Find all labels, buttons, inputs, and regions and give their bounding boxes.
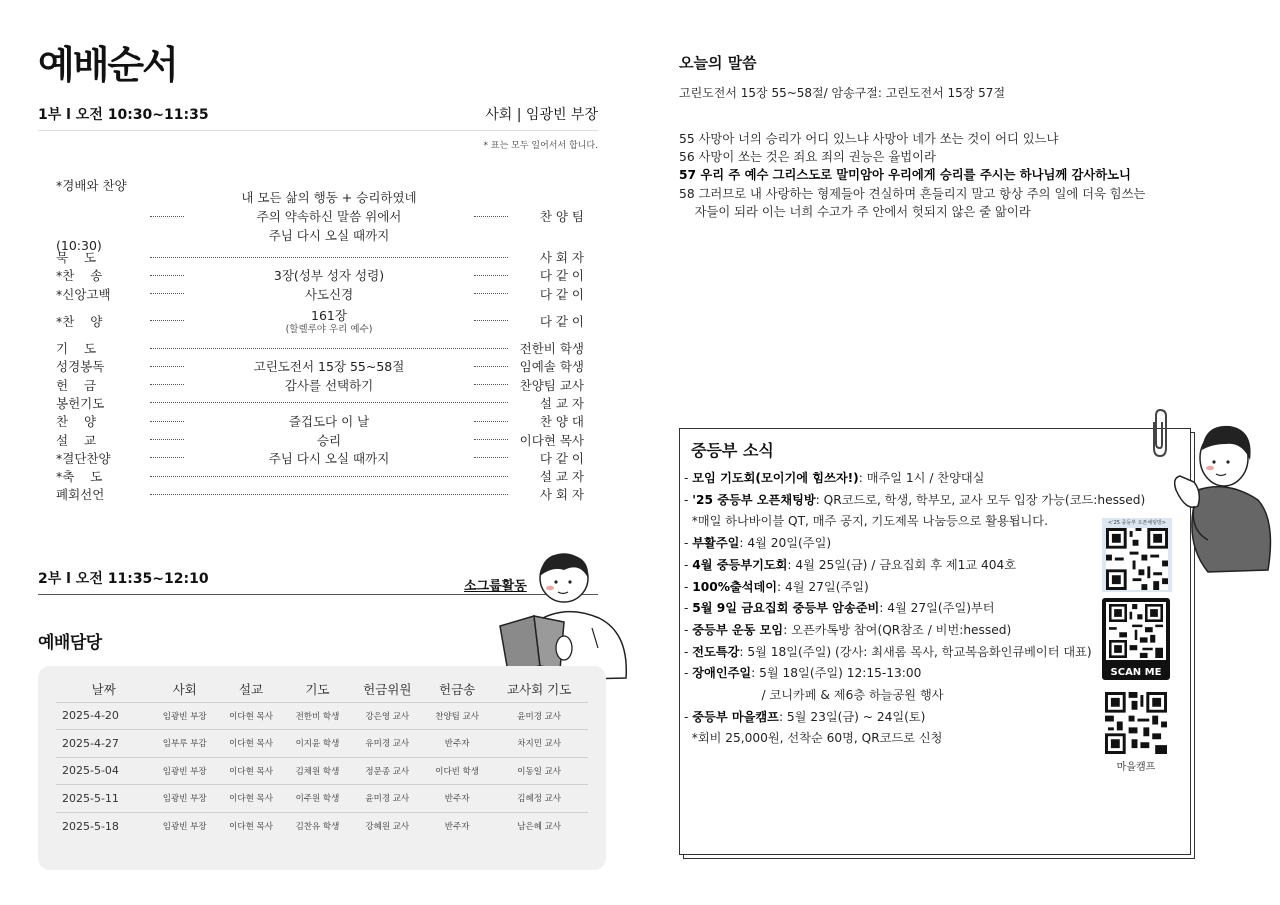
table-row bbox=[56, 785, 588, 813]
order-row bbox=[56, 412, 584, 430]
news-item: - 100%출석데이: 4월 27일(주일) bbox=[684, 579, 869, 594]
news-item: *회비 25,000원, 선착순 60명, QR코드로 신청 bbox=[691, 731, 943, 746]
order-text: 즐겁도다 이 날 bbox=[288, 414, 370, 430]
order-role: 전한비 학생 bbox=[519, 341, 584, 357]
order-row bbox=[56, 375, 584, 393]
order-row bbox=[56, 178, 584, 253]
order-text: 사도신경 bbox=[304, 286, 354, 302]
order-item: *찬 양 bbox=[56, 313, 103, 329]
table-cell: 반주자 bbox=[424, 785, 490, 813]
order-role: 찬 양 대 bbox=[539, 414, 584, 430]
verse-line: 57 우리 주 예수 그리스도로 말미암아 우리에게 승리를 주시는 하나님께 감사하노니 bbox=[679, 168, 1131, 183]
table-cell: 차지민 교사 bbox=[490, 730, 588, 758]
news-item: - 중등부 마을캠프: 5월 23일(금) ~ 24일(토) bbox=[684, 709, 926, 724]
table-cell: 이다현 목사 bbox=[218, 785, 284, 813]
duty-column-header: 헌금송 bbox=[439, 681, 476, 697]
table-cell: 김채원 학생 bbox=[284, 757, 350, 785]
order-item: 찬 양 bbox=[56, 414, 97, 430]
news-item: - 5월 9일 금요집회 중등부 암송준비: 4월 27일(주일)부터 bbox=[684, 601, 995, 616]
news-item: - 장애인주일: 5월 18일(주일) 12:15-13:00 bbox=[684, 666, 922, 681]
order-row bbox=[56, 339, 584, 357]
order-role: 다 같 이 bbox=[539, 286, 584, 302]
duty-column-header: 헌금위원 bbox=[363, 681, 412, 697]
order-role: 다 같 이 bbox=[539, 268, 584, 284]
part1-heading: 1부 l 오전 10:30~11:35 bbox=[38, 107, 209, 123]
order-item: *경배와 찬양 (10:30) bbox=[56, 178, 127, 253]
table-cell: 강은영 교사 bbox=[351, 702, 424, 730]
news-item: *매일 하나바이블 QT, 매주 공지, 기도제목 나눔등으로 활용됩니다. bbox=[691, 514, 1048, 529]
qr-code-icon bbox=[1108, 604, 1164, 658]
order-item: 성경봉독 bbox=[56, 359, 105, 375]
order-role: 찬양팀 교사 bbox=[519, 377, 584, 393]
order-item: 설 교 bbox=[56, 432, 97, 448]
order-text: 주님 다시 오실 때까지 bbox=[268, 450, 390, 466]
standing-note: * 표는 모두 일어서서 합니다. bbox=[483, 141, 598, 151]
duty-column-header: 날짜 bbox=[91, 681, 116, 697]
table-row bbox=[56, 757, 588, 785]
table-cell: 임광빈 부장 bbox=[151, 757, 217, 785]
table-cell: 찬양팀 교사 bbox=[424, 702, 490, 730]
table-cell: 2025-4-20 bbox=[56, 702, 151, 730]
verse-line: 56 사망이 쏘는 것은 죄요 죄의 권능은 율법이라 bbox=[679, 150, 936, 165]
order-item: 헌 금 bbox=[56, 377, 97, 393]
word-reference: 고린도전서 15장 55~58절/ 암송구절: 고린도전서 15장 57절 bbox=[679, 86, 1006, 100]
table-cell: 윤미경 교사 bbox=[351, 785, 424, 813]
table-cell: 유미경 교사 bbox=[351, 730, 424, 758]
order-row bbox=[56, 266, 584, 284]
duty-column-header: 설교 bbox=[238, 681, 264, 697]
waving-person-illustration bbox=[1168, 420, 1280, 580]
table-cell: 반주자 bbox=[424, 812, 490, 840]
order-role: 다 같 이 bbox=[539, 450, 584, 466]
table-cell: 2025-5-18 bbox=[56, 812, 151, 840]
verse-line: 자들이 되라 이는 너희 수고가 주 안에서 헛되지 않은 줄 앎이라 bbox=[679, 204, 1031, 219]
duty-column-header: 기도 bbox=[305, 681, 330, 697]
table-cell: 김혜정 교사 bbox=[490, 785, 588, 813]
table-cell: 이주원 학생 bbox=[284, 785, 350, 813]
table-cell: 이지윤 학생 bbox=[284, 730, 350, 758]
qr-code-icon bbox=[1106, 528, 1168, 590]
duty-column-header: 교사회 기도 bbox=[506, 681, 572, 697]
open-chat-qr[interactable]: <'25 중등부 오픈채팅방> bbox=[1102, 518, 1172, 592]
order-item: *신앙고백 bbox=[56, 286, 111, 302]
order-text: 3장(성부 성자 성령) bbox=[273, 268, 385, 284]
order-row bbox=[56, 467, 584, 485]
order-role: 설 교 자 bbox=[539, 469, 584, 485]
order-row bbox=[56, 449, 584, 467]
reading-person-illustration bbox=[494, 548, 634, 683]
order-item: *결단찬양 bbox=[56, 450, 111, 466]
order-row bbox=[56, 248, 584, 266]
order-item: 기 도 bbox=[56, 341, 97, 357]
news-item: - '25 중등부 오픈채팅방: QR코드로, 학생, 학부모, 교사 모두 입장 가능(코드:hessed) bbox=[684, 492, 1146, 507]
table-cell: 정문종 교사 bbox=[351, 757, 424, 785]
table-cell: 2025-5-11 bbox=[56, 785, 151, 813]
order-row bbox=[56, 394, 584, 412]
table-row bbox=[56, 812, 588, 840]
table-cell: 이다현 목사 bbox=[218, 730, 284, 758]
duty-column-header: 사회 bbox=[172, 681, 197, 697]
order-row bbox=[56, 285, 584, 303]
table-cell: 강혜원 교사 bbox=[351, 812, 424, 840]
news-item: - 부활주일: 4월 20일(주일) bbox=[684, 536, 832, 551]
table-cell: 임부루 부감 bbox=[151, 730, 217, 758]
order-text: 승리 bbox=[316, 432, 342, 448]
news-item: - 4월 중등부기도회: 4월 25일(금) / 금요집회 후 제1교 404호 bbox=[684, 557, 1017, 572]
order-role: 다 같 이 bbox=[539, 313, 584, 329]
page-title: 예배순서 bbox=[38, 43, 177, 87]
order-row bbox=[56, 430, 584, 448]
order-text: 내 모든 삶의 행동 + 승리하였네 주의 약속하신 말씀 위에서 주님 다시 오실 때까지 bbox=[241, 189, 417, 243]
small-group-label: 소그룹활동 bbox=[464, 579, 527, 594]
table-row bbox=[56, 730, 588, 758]
word-title: 오늘의 말씀 bbox=[679, 54, 757, 72]
order-item: *찬 송 bbox=[56, 268, 103, 284]
table-cell: 김찬유 학생 bbox=[284, 812, 350, 840]
part1-host: 사회 | 임광빈 부장 bbox=[485, 107, 598, 123]
order-row bbox=[56, 303, 584, 339]
table-cell: 이다현 목사 bbox=[218, 702, 284, 730]
news-item: - 전도특강: 5월 18일(주일) (강사: 최새롬 목사, 학교복음화인큐베이터 대표) bbox=[684, 644, 1092, 659]
worship-order bbox=[56, 178, 584, 504]
table-cell: 이동일 교사 bbox=[490, 757, 588, 785]
order-text: 감사를 선택하기 bbox=[284, 377, 374, 393]
order-row bbox=[56, 485, 584, 503]
verse-line: 58 그러므로 내 사랑하는 형제들아 견실하며 흔들리지 말고 항상 주의 일에 더욱 힘쓰는 bbox=[679, 186, 1146, 201]
news-title: 중등부 소식 bbox=[691, 441, 774, 460]
news-item: - 모임 기도회(모이기에 힘쓰자!): 매주일 1시 / 찬양대실 bbox=[684, 471, 985, 485]
part1-header bbox=[38, 104, 598, 131]
order-role: 사 회 자 bbox=[539, 487, 584, 503]
table-cell: 이다현 목사 bbox=[218, 757, 284, 785]
order-item: 묵 도 bbox=[56, 250, 97, 266]
table-cell: 임광빈 부장 bbox=[151, 785, 217, 813]
table-cell: 윤미경 교사 bbox=[490, 702, 588, 730]
sports-meeting-qr[interactable]: SCAN ME bbox=[1102, 598, 1170, 680]
table-cell: 반주자 bbox=[424, 730, 490, 758]
order-text: 고린도전서 15장 55~58절 bbox=[253, 359, 405, 375]
order-role: 설 교 자 bbox=[539, 395, 584, 411]
table-cell: 전한비 학생 bbox=[284, 702, 350, 730]
table-cell: 이다빈 학생 bbox=[424, 757, 490, 785]
order-text: 161장 (할렐루야 우리 예수) bbox=[285, 308, 373, 336]
news-item: - 중등부 운동 모임: 오픈카톡방 참여(QR참조 / 비번:hessed) bbox=[684, 622, 1012, 637]
news-item: / 코니카페 & 제6층 하늘공원 행사 bbox=[684, 688, 944, 703]
duty-title: 예배담당 bbox=[38, 633, 102, 653]
order-role: 임예솔 학생 bbox=[519, 359, 584, 375]
order-role: 이다현 목사 bbox=[519, 432, 584, 448]
duty-table bbox=[56, 676, 588, 840]
order-item: 봉헌기도 bbox=[56, 395, 105, 411]
table-cell: 임광빈 부장 bbox=[151, 702, 217, 730]
duty-table-box bbox=[38, 666, 606, 870]
verse-list bbox=[679, 130, 1239, 221]
table-row bbox=[56, 702, 588, 730]
table-cell: 이다현 목사 bbox=[218, 812, 284, 840]
order-item: 폐회선언 bbox=[56, 487, 105, 503]
qr-code-icon bbox=[1102, 692, 1170, 754]
table-cell: 2025-5-04 bbox=[56, 757, 151, 785]
order-role: 사 회 자 bbox=[539, 250, 584, 266]
table-cell: 임광빈 부장 bbox=[151, 812, 217, 840]
table-cell: 2025-4-27 bbox=[56, 730, 151, 758]
verse-line: 55 사망아 너의 승리가 어디 있느냐 사망아 네가 쏘는 것이 어디 있느냐 bbox=[679, 132, 1059, 146]
order-role: 찬 양 팀 bbox=[539, 209, 584, 224]
village-camp-qr[interactable] bbox=[1102, 692, 1170, 754]
order-item: *축 도 bbox=[56, 469, 103, 485]
village-camp-qr-label: 마을캠프 bbox=[1116, 762, 1156, 773]
part2-heading: 2부 l 오전 11:35~12:10 bbox=[38, 571, 209, 587]
order-row bbox=[56, 357, 584, 375]
table-cell: 남은혜 교사 bbox=[490, 812, 588, 840]
